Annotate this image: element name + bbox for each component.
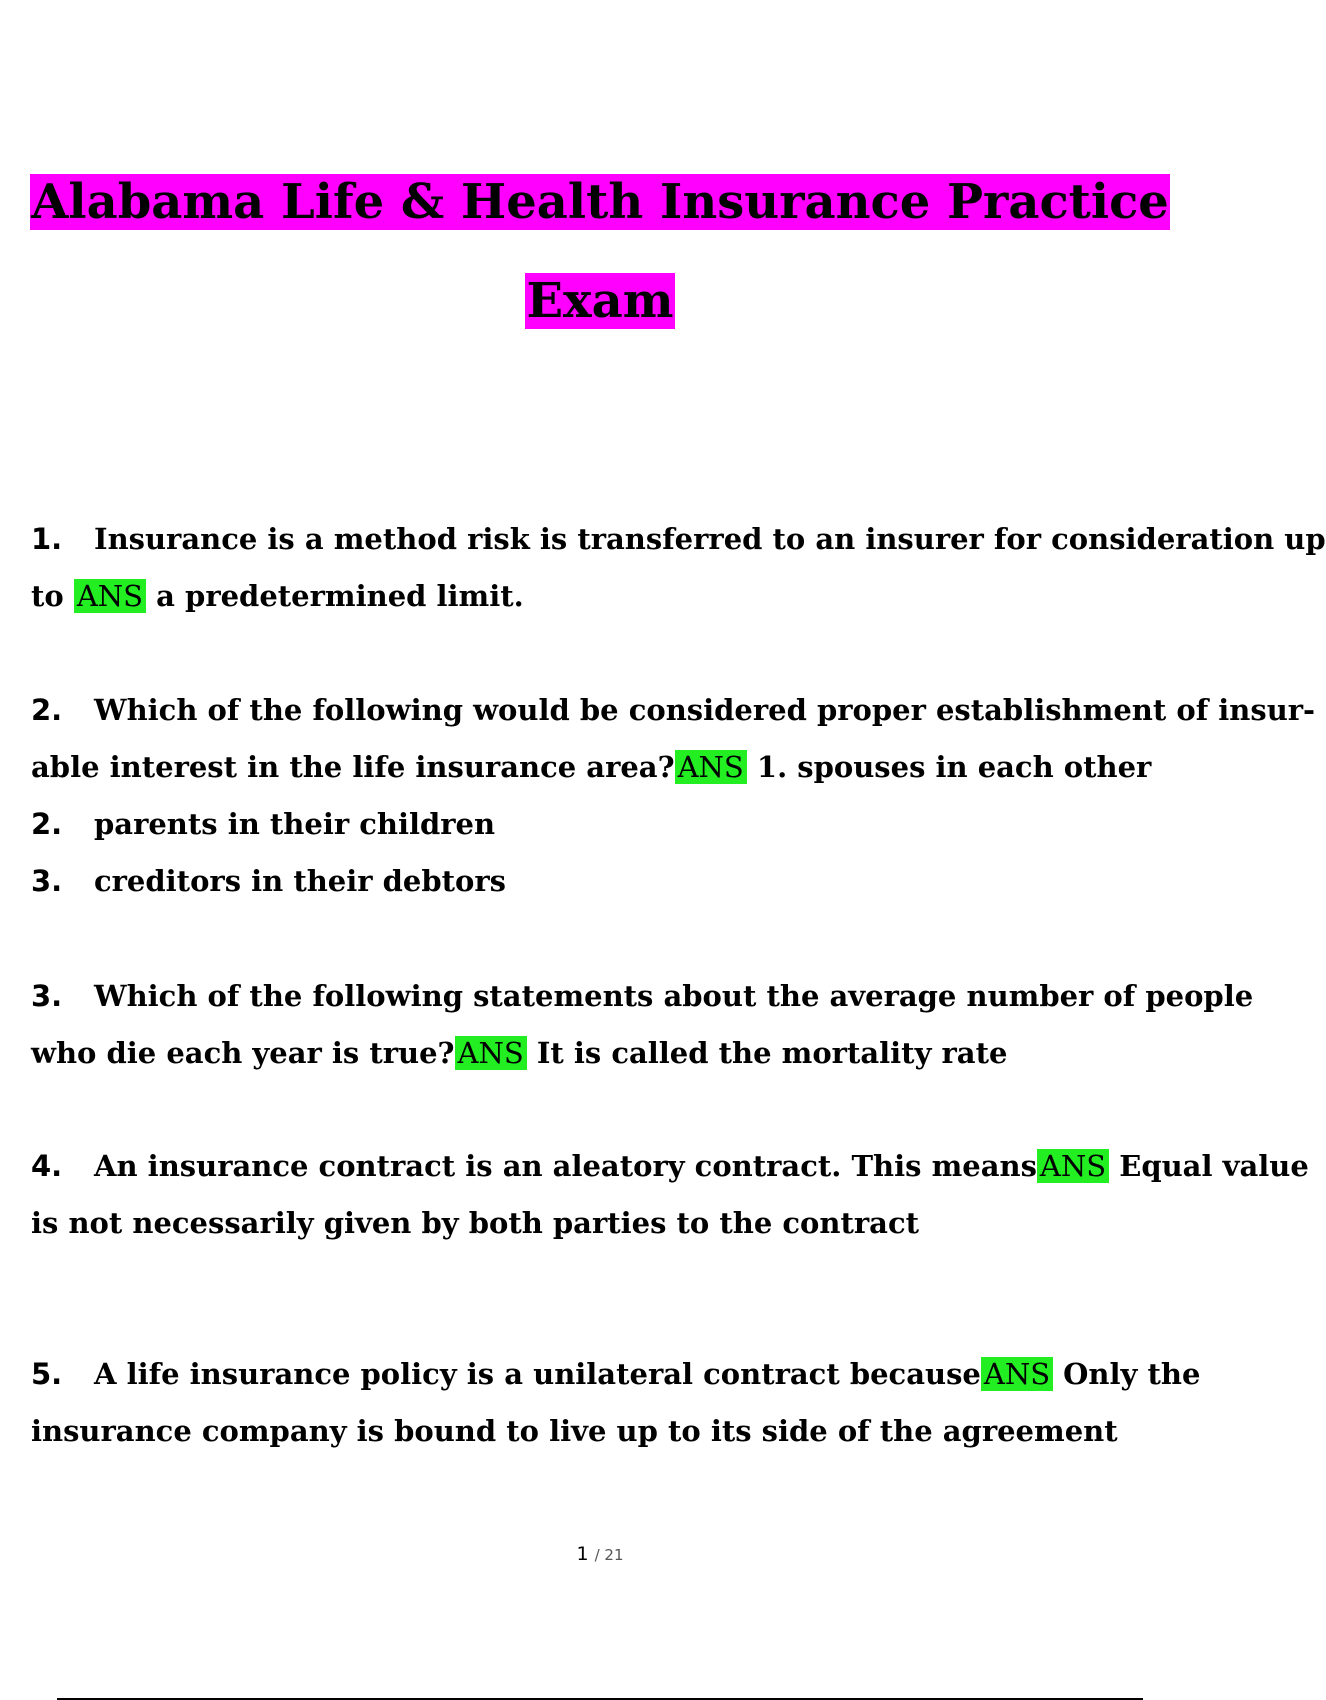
question-5-answer: Only the [1063, 1357, 1201, 1391]
question-3-line-1 [31, 968, 1254, 1025]
page-current: 1 [576, 1543, 589, 1565]
question-5 [31, 1346, 1201, 1460]
sub-item-number: 3. [31, 864, 63, 898]
title-highlight-1: Alabama Life & Health Insurance Practice [31, 174, 1169, 230]
question-1-text: Insurance is a method risk is transferred to an insurer for consideration up [94, 522, 1326, 556]
question-4 [31, 1138, 1309, 1252]
question-5-line-2 [31, 1403, 1201, 1460]
sub-item-text: creditors in their debtors [94, 864, 506, 898]
question-2-text: Which of the following would be considered proper establishment of insur- [94, 693, 1316, 727]
question-5-text: A life insurance policy is a unilateral contract because [94, 1357, 981, 1391]
question-2-line-2 [31, 739, 1201, 796]
question-5-line-1 [31, 1346, 1201, 1403]
answer-badge: ANS [1037, 1149, 1109, 1183]
question-1 [31, 511, 1326, 625]
question-2-sub-item [31, 853, 1201, 910]
question-4-line-2 [31, 1195, 1201, 1252]
question-3-text: Which of the following statements about the average number of people [94, 979, 1254, 1013]
question-3-line-2 [31, 1025, 1201, 1082]
question-2-text-cont: able interest in the life insurance area? [31, 750, 675, 784]
question-4-number: 4. [31, 1149, 63, 1183]
answer-badge: ANS [455, 1036, 527, 1070]
question-1-answer: a predetermined limit. [156, 579, 524, 613]
answer-badge: ANS [675, 750, 747, 784]
question-4-answer-cont: is not necessarily given by both parties to the contract [31, 1206, 919, 1240]
question-1-text-cont: to [31, 579, 64, 613]
question-5-answer-cont: insurance company is bound to live up to its side of the agreement [31, 1414, 1118, 1448]
question-4-answer: Equal value [1119, 1149, 1309, 1183]
sub-item-number: 2. [31, 807, 63, 841]
question-2-answer: 1. spouses in each other [756, 750, 1152, 784]
question-2-line-1 [31, 682, 1316, 739]
answer-badge: ANS [74, 579, 146, 613]
question-4-line-1 [31, 1138, 1309, 1195]
document-title-line-2 [0, 268, 1200, 334]
question-1-line-1 [31, 511, 1326, 568]
document-title-line-1 [0, 169, 1200, 235]
question-2-sub-item [31, 796, 1201, 853]
question-1-number: 1. [31, 522, 63, 556]
question-2 [31, 682, 1316, 910]
page-number [0, 1543, 1200, 1565]
question-5-number: 5. [31, 1357, 63, 1391]
page-total: / 21 [594, 1546, 624, 1564]
answer-badge: ANS [981, 1357, 1053, 1391]
question-4-text: An insurance contract is an aleatory contract. This means [94, 1149, 1037, 1183]
question-3 [31, 968, 1254, 1082]
question-1-line-2 [31, 568, 1201, 625]
question-3-answer: It is called the mortality rate [536, 1036, 1008, 1070]
question-2-number: 2. [31, 693, 63, 727]
sub-item-text: parents in their children [94, 807, 496, 841]
question-3-number: 3. [31, 979, 63, 1013]
question-3-text-cont: who die each year is true? [31, 1036, 455, 1070]
title-highlight-2: Exam [526, 273, 674, 329]
